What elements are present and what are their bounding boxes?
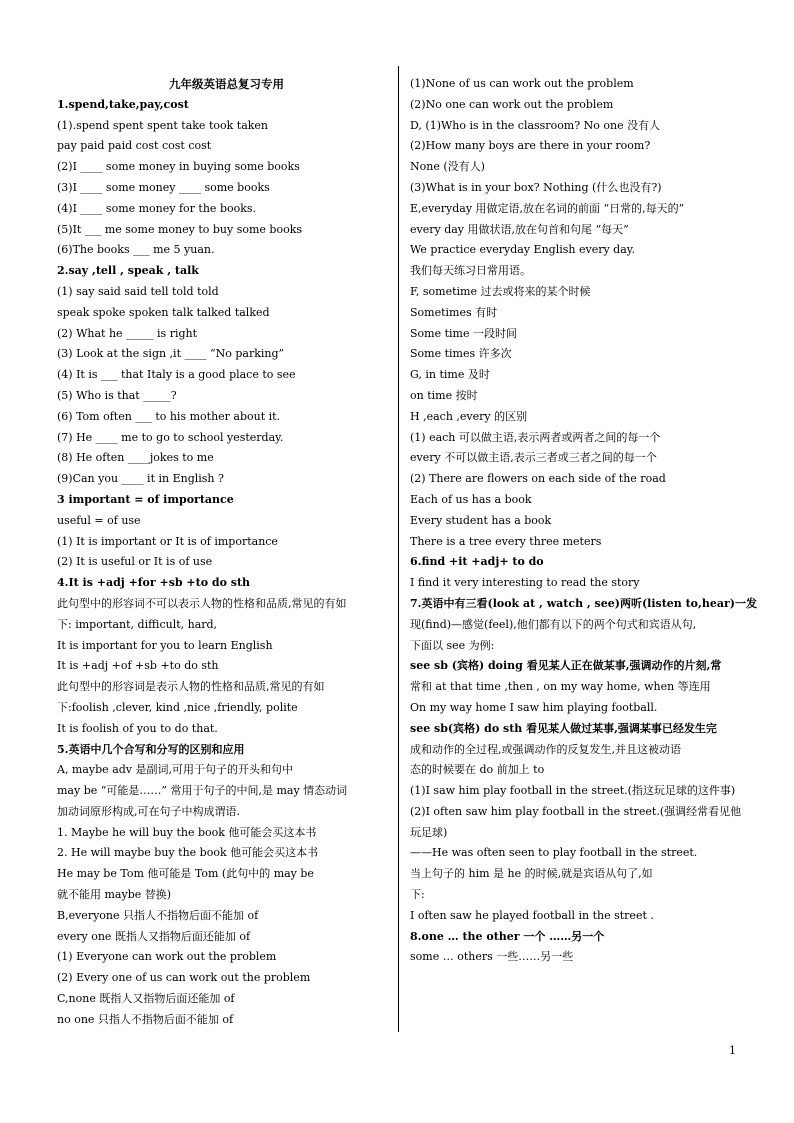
text-line: some … others 一些……另一些 [410, 950, 574, 964]
text-line: I find it very interesting to read the story [410, 576, 640, 590]
text-line: (1).spend spent spent take took taken [57, 118, 269, 132]
text-line: H ,each ,every 的区别 [410, 409, 528, 423]
text-line: D, (1)Who is in the classroom? No one 没有人 [410, 118, 661, 132]
text-line: (2) Every one of us can work out the problem [57, 971, 311, 985]
text-line: (1) say said said tell told told [57, 284, 219, 298]
text-line: On my way home I saw him playing football. [410, 700, 658, 714]
text-line: (1)None of us can work out the problem [410, 77, 634, 90]
text-line: pay paid paid cost cost cost [57, 139, 212, 153]
text-line: speak spoke spoken talk talked talked [57, 305, 270, 319]
text-line: may be “可能是……” 常用于句子的中间,是 may 情态动词 [57, 784, 348, 798]
text-line: see sb(宾格) do sth 看见某人做过某事,强调某事已经发生完 [410, 721, 717, 735]
text-line: 常和 at that time ,then , on my way home, when 等连用 [410, 680, 711, 694]
text-line: I often saw he played football in the street . [410, 908, 654, 922]
text-line: 此句型中的形容词是表示人物的性格和品质,常见的有如 [57, 680, 325, 694]
text-line: Every student has a book [410, 513, 552, 527]
page-number: 1 [729, 1044, 736, 1057]
text-line: (2)No one can work out the problem [410, 97, 614, 111]
text-line: There is a tree every three meters [410, 534, 602, 548]
text-line: Some time 一段时间 [410, 326, 517, 340]
text-line: 加动词原形构成,可在句子中构成谓语. [57, 804, 240, 818]
text-line: (2) What he _____ is right [57, 326, 198, 340]
text-line: 4.It is +adj +for +sb +to do sth [57, 576, 251, 590]
text-line: no one 只指人不指物后面不能加 of [57, 1012, 234, 1026]
text-line: (2)I often saw him play football in the street.(强调经常看见他 [410, 804, 742, 818]
text-line: (6)The books ___ me 5 yuan. [57, 243, 215, 257]
text-line: 8.one … the other 一个 ……另一个 [410, 929, 605, 943]
page-title: 九年级英语总复习专用 [169, 77, 284, 91]
text-line: (3)I ____ some money ____ some books [57, 180, 270, 194]
text-line: 1. Maybe he will buy the book 他可能会买这本书 [57, 825, 317, 839]
text-line: 下: important, difficult, hard, [57, 617, 218, 631]
text-line: 7.英语中有三看(look at , watch , see)两听(listen to,hear)一发 [410, 596, 757, 610]
text-line: ——He was often seen to play football in the street. [410, 846, 698, 860]
right-column-lines [410, 74, 757, 968]
left-column [57, 74, 390, 1031]
text-line: C,none 既指人又指物后面还能加 of [57, 992, 235, 1006]
text-line: (2)I ____ some money in buying some books [57, 160, 300, 174]
text-line: (2) It is useful or It is of use [57, 555, 213, 569]
text-line: 态的时候要在 do 前加上 to [410, 763, 545, 777]
text-line: (3)What is in your box? Nothing (什么也没有?) [410, 180, 662, 194]
text-line: 此句型中的形容词不可以表示人物的性格和品质,常见的有如 [57, 596, 347, 610]
text-line: (8) He often ____jokes to me [57, 451, 214, 465]
text-line: 1.spend,take,pay,cost [57, 97, 189, 111]
text-line: Each of us has a book [410, 492, 532, 506]
text-line: (1)I saw him play football in the street.(指这玩足球的这件事) [410, 784, 736, 798]
text-line: every one 既指人又指物后面还能加 of [57, 929, 251, 943]
text-line: He may be Tom 他可能是 Tom (此句中的 may be [57, 867, 314, 881]
text-line: F, sometime 过去或将来的某个时候 [410, 284, 591, 298]
text-line: A, maybe adv 是副词,可用于句子的开头和句中 [57, 763, 293, 777]
text-line: It is +adj +of +sb +to do sth [57, 659, 219, 673]
text-line: 下:foolish ,clever, kind ,nice ,friendly, polite [57, 700, 298, 714]
text-line: (4)I ____ some money for the books. [57, 201, 257, 215]
text-line: (1) It is important or It is of importance [57, 534, 278, 548]
text-line: B,everyone 只指人不指物后面不能加 of [57, 908, 259, 922]
text-line: (5) Who is that _____? [57, 388, 177, 402]
text-line: 5.英语中几个合写和分写的区别和应用 [57, 742, 245, 756]
text-line: 成和动作的全过程,或强调动作的反复发生,并且这被动语 [410, 742, 681, 756]
text-line: G, in time 及时 [410, 368, 490, 382]
text-line: 6.find +it +adj+ to do [410, 555, 544, 569]
right-column [410, 74, 757, 968]
text-line: 现(find)—感觉(feel),他们都有以下的两个句式和宾语从句, [410, 617, 697, 631]
text-line: see sb (宾格) doing 看见某人正在做某事,强调动作的片刻,常 [410, 659, 722, 673]
text-line: (9)Can you ____ it in English ? [57, 472, 224, 486]
text-line: useful = of use [57, 513, 141, 527]
text-line: It is foolish of you to do that. [57, 721, 218, 735]
text-line: (1) Everyone can work out the problem [57, 950, 277, 964]
text-line: 下: [410, 888, 425, 902]
text-line: every day 用做状语,放在句首和句尾 “每天” [410, 222, 629, 236]
text-line: 就不能用 maybe 替换) [57, 888, 172, 902]
text-line: 我们每天练习日常用语。 [410, 264, 531, 278]
text-line: on time 按时 [410, 388, 478, 402]
text-line: every 不可以做主语,表示三者或三者之间的每一个 [410, 451, 657, 465]
text-line: (2)How many boys are there in your room? [410, 139, 651, 153]
text-line: (7) He ____ me to go to school yesterday. [57, 430, 284, 444]
text-line: (2) There are flowers on each side of the road [410, 472, 666, 486]
text-line: None (没有人) [410, 160, 485, 174]
text-line: (3) Look at the sign ,it ____ “No parking” [57, 347, 285, 361]
left-column-lines [57, 95, 390, 1031]
text-line: We practice everyday English every day. [410, 243, 636, 257]
text-line: 下面以 see 为例: [410, 638, 495, 652]
text-line: It is important for you to learn English [57, 638, 273, 652]
text-line: (1) each 可以做主语,表示两者或两者之间的每一个 [410, 430, 661, 444]
text-line: 2.say ,tell , speak , talk [57, 264, 199, 278]
text-line: Sometimes 有时 [410, 305, 498, 319]
text-line: (4) It is ___ that Italy is a good place to see [57, 368, 296, 382]
text-line: Some times 许多次 [410, 347, 512, 361]
text-line: 玩足球) [410, 825, 448, 839]
text-line: 当上句子的 him 是 he 的时候,就是宾语从句了,如 [410, 867, 653, 881]
text-line: (5)It ___ me some money to buy some books [57, 222, 303, 236]
text-line: (6) Tom often ___ to his mother about it. [57, 409, 281, 423]
column-divider [398, 66, 399, 1032]
text-line: E,everyday 用做定语,放在名词的前面 “日常的,每天的” [410, 201, 685, 215]
text-line: 2. He will maybe buy the book 他可能会买这本书 [57, 846, 319, 860]
text-line: 3 important = of importance [57, 492, 234, 506]
